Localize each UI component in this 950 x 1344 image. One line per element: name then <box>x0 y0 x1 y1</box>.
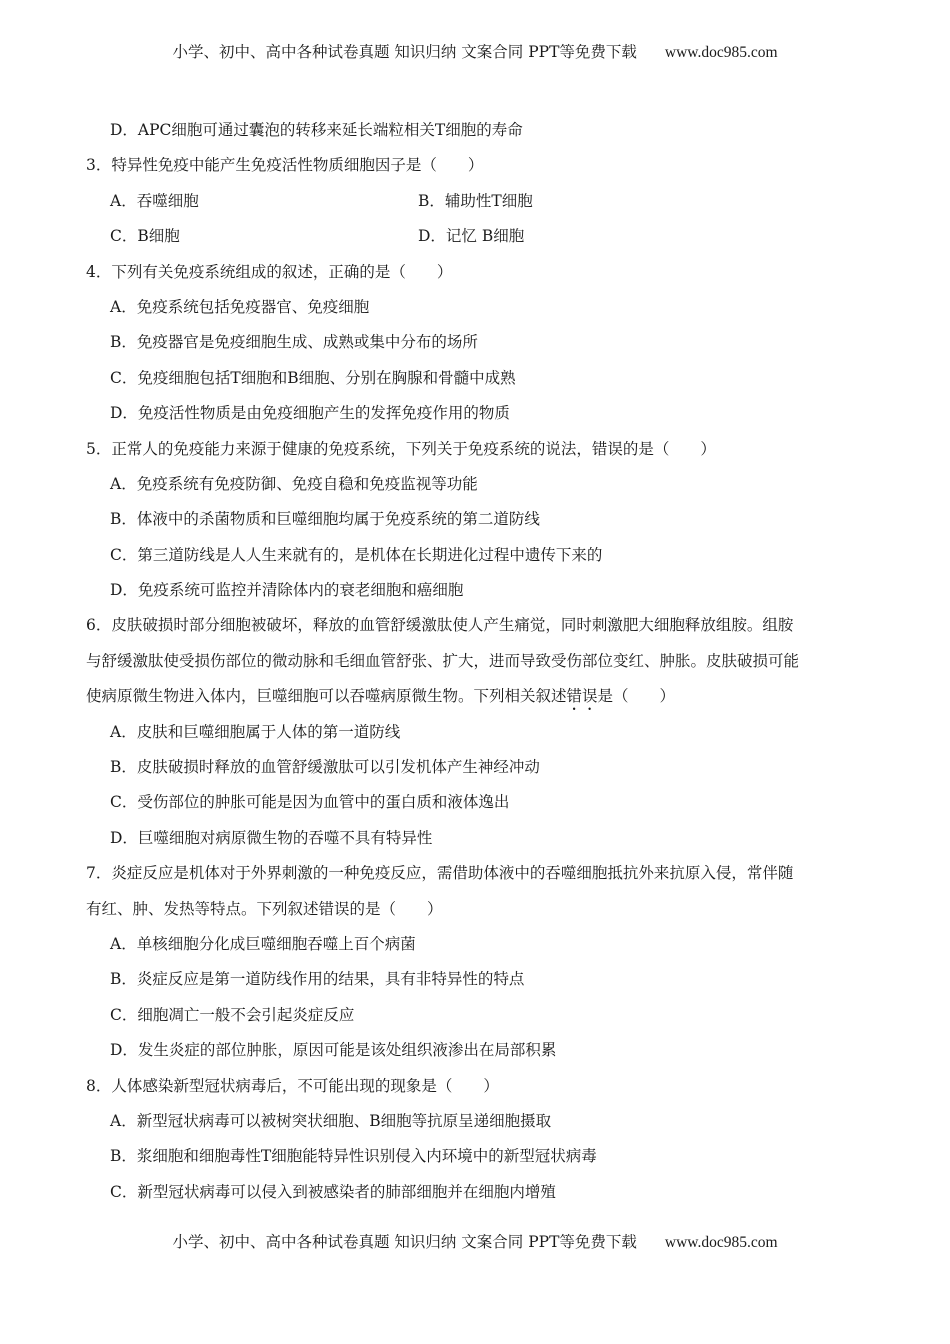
q8-stem: 8．人体感染新型冠状病毒后，不可能出现的现象是（ ） <box>86 1076 499 1095</box>
q6-stem-line-3c: 是（ ） <box>597 687 676 706</box>
q5-option-a: A．免疫系统有免疫防御、免疫自稳和免疫监视等功能 <box>110 474 478 493</box>
q4-option-a: A．免疫系统包括免疫器官、免疫细胞 <box>110 297 370 316</box>
q3-option-a: A．吞噬细胞 <box>110 191 199 210</box>
q6-stem-line-2: 与舒缓激肽使受损伤部位的微动脉和毛细血管舒张、扩大，进而导致受伤部位变红、肿胀。皮肤破损可能 <box>86 651 800 670</box>
q6-option-b: B．皮肤破损时释放的血管舒缓激肽可以引发机体产生神经冲动 <box>110 758 540 777</box>
q7-option-d: D．发生炎症的部位肿胀，原因可能是该处组织液渗出在局部积累 <box>110 1041 557 1060</box>
q5-stem: 5．正常人的免疫能力来源于健康的免疫系统，下列关于免疫系统的说法，错误的是（ ） <box>86 439 716 458</box>
footer-text: 小学、初中、高中各种试卷真题 知识归纳 文案合同 PPT等免费下载 <box>172 1233 637 1251</box>
q4-stem: 4．下列有关免疫系统组成的叙述，正确的是（ ） <box>86 262 453 281</box>
prev-question-option-d: D．APC细胞可通过囊泡的转移来延长端粒相关T细胞的寿命 <box>110 121 523 139</box>
q6-option-a: A．皮肤和巨噬细胞属于人体的第一道防线 <box>110 722 401 741</box>
header-url[interactable]: www.doc985.com <box>664 44 778 61</box>
q3-stem: 3．特异性免疫中能产生免疫活性物质细胞因子是（ ） <box>86 156 484 175</box>
q3-options-row-2 <box>0 219 950 254</box>
page-header <box>0 40 950 62</box>
header-text: 小学、初中、高中各种试卷真题 知识归纳 文案合同 PPT等免费下载 <box>172 43 637 61</box>
q7-option-c: C．细胞凋亡一般不会引起炎症反应 <box>110 1005 355 1024</box>
q6-stem-line-3 <box>0 679 950 714</box>
q5-option-d: D．免疫系统可监控并清除体内的衰老细胞和癌细胞 <box>110 581 464 600</box>
q7-option-a: A．单核细胞分化成巨噬细胞吞噬上百个病菌 <box>110 934 416 953</box>
q6-stem-line-1: 6．皮肤破损时部分细胞被破坏，释放的血管舒缓激肽使人产生痛觉，同时刺激肥大细胞释放组胺。组胺 <box>86 616 794 635</box>
q6-stem-line-3a: 使病原微生物进入体内，巨噬细胞可以吞噬病原微生物。下列相关叙述 <box>86 687 567 706</box>
q3-option-d: D．记忆 B细胞 <box>418 227 525 246</box>
q3-option-b: B．辅助性T细胞 <box>418 191 533 210</box>
q7-stem-line-1: 7．炎症反应是机体对于外界刺激的一种免疫反应，需借助体液中的吞噬细胞抵抗外来抗原入侵，常伴随 <box>86 864 794 883</box>
q8-option-a: A．新型冠状病毒可以被树突状细胞、B细胞等抗原呈递细胞摄取 <box>110 1111 552 1130</box>
q5-option-b: B．体液中的杀菌物质和巨噬细胞均属于免疫系统的第二道防线 <box>110 510 540 529</box>
q7-stem-line-2: 有红、肿、发热等特点。下列叙述错误的是（ ） <box>86 899 443 918</box>
q8-option-c: C．新型冠状病毒可以侵入到被感染者的肺部细胞并在细胞内增殖 <box>110 1182 556 1201</box>
q6-option-c: C．受伤部位的肿胀可能是因为血管中的蛋白质和液体逸出 <box>110 793 510 812</box>
q4-option-d: D．免疫活性物质是由免疫细胞产生的发挥免疫作用的物质 <box>110 404 510 423</box>
q4-option-c: C．免疫细胞包括T细胞和B细胞、分别在胸腺和骨髓中成熟 <box>110 368 516 387</box>
page-footer <box>0 1230 950 1252</box>
q6-emphasis-word: 错误 <box>566 687 598 706</box>
q3-options-row-1 <box>0 184 950 219</box>
q8-option-b: B．浆细胞和细胞毒性T细胞能特异性识别侵入内环境中的新型冠状病毒 <box>110 1147 597 1166</box>
q3-option-c: C．B细胞 <box>110 227 180 246</box>
q5-option-c: C．第三道防线是人人生来就有的，是机体在长期进化过程中遗传下来的 <box>110 545 603 564</box>
q7-option-b: B．炎症反应是第一道防线作用的结果，具有非特异性的特点 <box>110 970 525 989</box>
q6-option-d: D．巨噬细胞对病原微生物的吞噬不具有特异性 <box>110 828 433 847</box>
q4-option-b: B．免疫器官是免疫细胞生成、成熟或集中分布的场所 <box>110 333 478 352</box>
footer-url[interactable]: www.doc985.com <box>664 1234 778 1251</box>
question-content <box>0 113 950 1210</box>
